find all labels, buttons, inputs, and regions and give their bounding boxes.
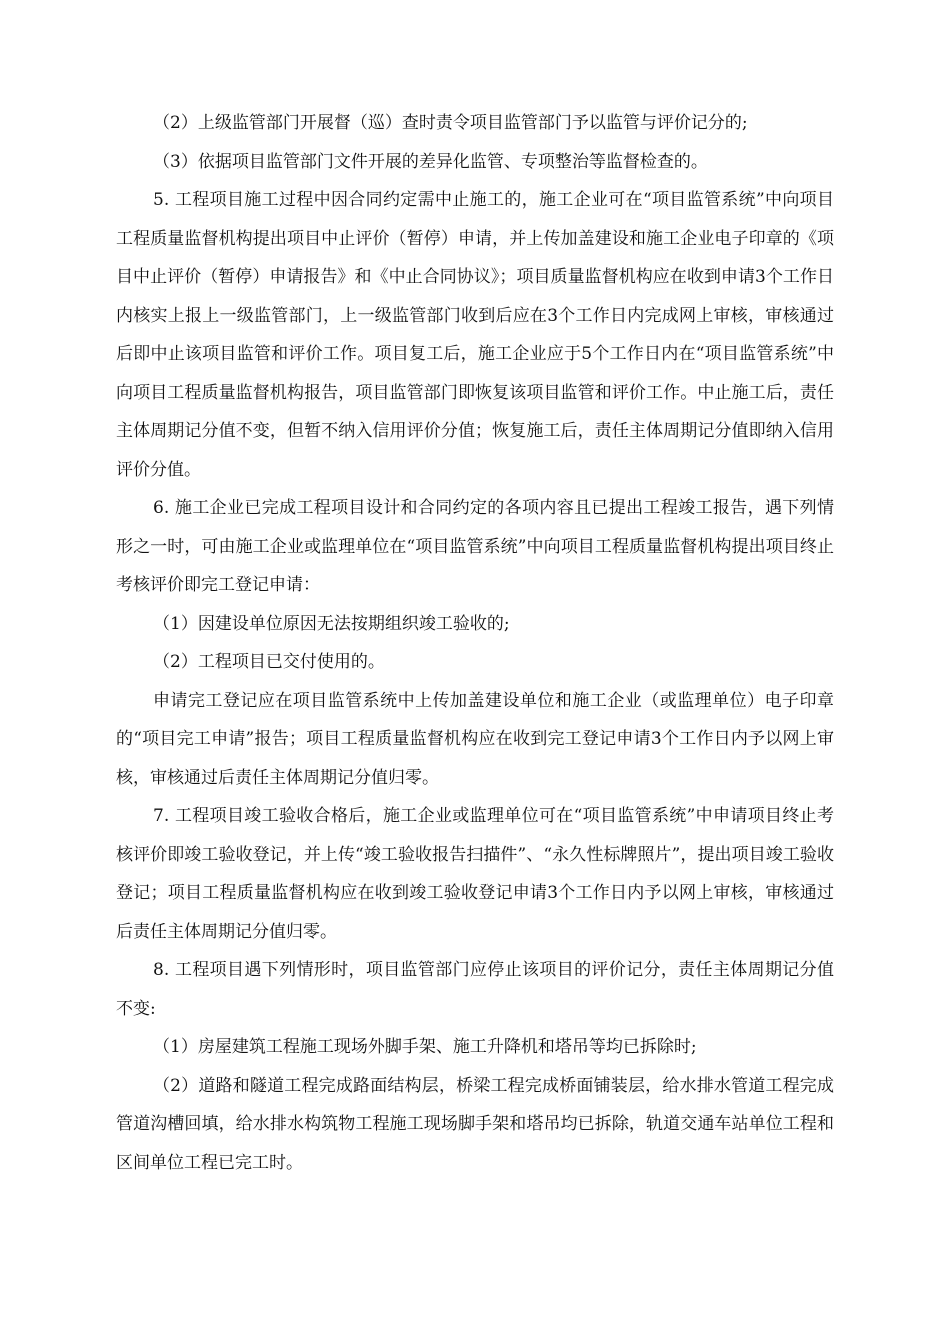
paragraph-item-3-inspection: （3）依据项目监管部门文件开展的差异化监管、专项整治等监督检查的。 bbox=[153, 151, 708, 172]
paragraph-clause-6-item-2: （2）工程项目已交付使用的。 bbox=[153, 652, 385, 672]
paragraph-clause-6-item-1: （1）因建设单位原因无法按期组织竣工验收的; bbox=[153, 613, 510, 634]
document-body bbox=[116, 104, 834, 1182]
paragraph-clause-8-item-1: （1）房屋建筑工程施工现场外脚手架、施工升降机和塔吊等均已拆除时; bbox=[153, 1037, 697, 1057]
paragraph-clause-8-item-2: （2）道路和隧道工程完成路面结构层，桥梁工程完成桥面铺装层，给水排水管道工程完成管道沟槽回填，给水排水构筑物工程施工现场脚手架和塔吊均已拆除，轨道交通车站单位工程和区间单位工程已完工时。 bbox=[116, 1075, 834, 1173]
paragraph-clause-5: 5. 工程项目施工过程中因合同约定需中止施工的，施工企业可在“项目监管系统”中向项目工程质量监督机构提出项目中止评价（暂停）申请，并上传加盖建设和施工企业电子印章的《项目中止评价（暂停）申请报告》和《中止合同协议》；项目质量监督机构应在收到申请3个工作日内核实上报上一级监管部门，上一级监管部门收到后应在3个工作日内完成网上审核，审核通过后即中止该项目监管和评价工作。项目复工后，施工企业应于5个工作日内在“项目监管系统”中向项目工程质量监督机构报告，项目监管部门即恢复该项目监管和评价工作。中止施工后，责任主体周期记分值不变，但暂不纳入信用评价分值；恢复施工后，责任主体周期记分值即纳入信用评价分值。 bbox=[116, 190, 834, 480]
paragraph-clause-6: 6. 施工企业已完成工程项目设计和合同约定的各项内容且已提出工程竣工报告，遇下列情形之一时，可由施工企业或监理单位在“项目监管系统”中向项目工程质量监督机构提出项目终止考核评价即完工登记申请： bbox=[116, 498, 834, 595]
paragraph-completion-registration: 申请完工登记应在项目监管系统中上传加盖建设单位和施工企业（或监理单位）电子印章的“项目完工申请”报告；项目工程质量监督机构应在收到完工登记申请3个工作日内予以网上审核，审核通过后责任主体周期记分值归零。 bbox=[116, 690, 834, 788]
paragraph-clause-8: 8. 工程项目遇下列情形时，项目监管部门应停止该项目的评价记分，责任主体周期记分值不变: bbox=[116, 960, 834, 1019]
paragraph-item-2-supervision: （2）上级监管部门开展督（巡）查时责令项目监管部门予以监管与评价记分的; bbox=[153, 113, 748, 133]
paragraph-clause-7: 7. 工程项目竣工验收合格后，施工企业或监理单位可在“项目监管系统”中申请项目终止考核评价即竣工验收登记，并上传“竣工验收报告扫描件”、“永久性标牌照片”，提出项目竣工验收登记；项目工程质量监督机构应在收到竣工验收登记申请3个工作日内予以网上审核，审核通过后责任主体周期记分值归零。 bbox=[116, 806, 834, 942]
